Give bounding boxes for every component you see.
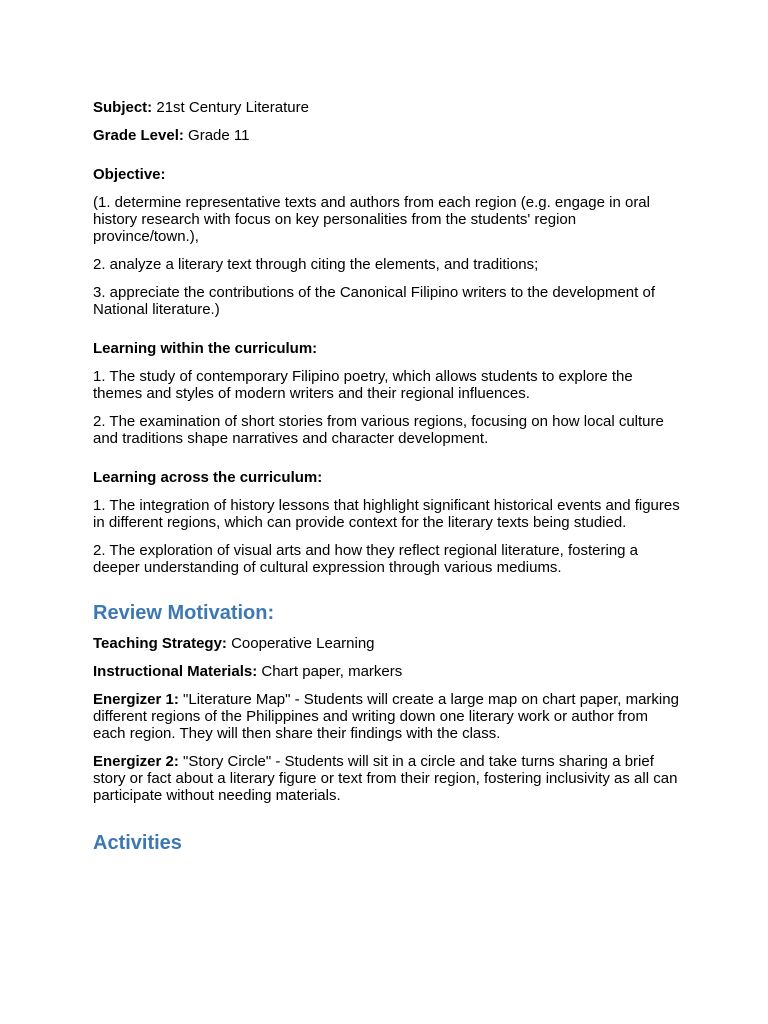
- energizer-2-text: "Story Circle" - Students will sit in a circle and take turns sharing a brief story or fact about a literary figure or text from their region, fostering inclusivity as all can participate without needing materials.: [93, 753, 678, 804]
- energizer-2: [93, 753, 683, 804]
- teaching-strategy-line: [93, 635, 683, 652]
- grade-level-label: Grade Level:: [93, 127, 184, 144]
- instructional-materials-label: Instructional Materials:: [93, 663, 258, 680]
- objective-item: 2. analyze a literary text through citing the elements, and traditions;: [93, 256, 539, 273]
- energizer-1: [93, 691, 683, 742]
- activities-heading: Activities: [93, 832, 182, 854]
- objective-heading-text: Objective:: [93, 166, 166, 183]
- instructional-materials-value: Chart paper, markers: [261, 663, 403, 680]
- across-curriculum-heading: [93, 469, 683, 486]
- within-curriculum-heading-text: Learning within the curriculum:: [93, 340, 318, 357]
- energizer-1-text: "Literature Map" - Students will create a large map on chart paper, marking different regions of the Philippines and writing down one literary work or author from each region. They will then share their findings with the class.: [93, 691, 679, 742]
- grade-level-line: [93, 127, 683, 144]
- teaching-strategy-value: Cooperative Learning: [231, 635, 375, 652]
- within-curriculum-item: 1. The study of contemporary Filipino poetry, which allows students to explore the themes and styles of modern writers and their regional influences.: [93, 368, 633, 402]
- across-curriculum-item: 1. The integration of history lessons that highlight significant historical events and figures in different regions, which can provide context for the literary texts being studied.: [93, 497, 680, 531]
- instructional-materials-line: [93, 663, 683, 680]
- objective-item: (1. determine representative texts and authors from each region (e.g. engage in oral history research with focus on key personalities from the students' region province/town.),: [93, 194, 650, 245]
- subject-label: Subject:: [93, 99, 153, 116]
- energizer-1-label: Energizer 1:: [93, 691, 179, 708]
- objective-heading: [93, 166, 683, 183]
- grade-level-value: Grade 11: [188, 127, 250, 144]
- subject-line: [93, 99, 683, 116]
- lesson-plan-document: [93, 99, 683, 865]
- subject-value: 21st Century Literature: [156, 99, 309, 116]
- objective-item: 3. appreciate the contributions of the Canonical Filipino writers to the development of National literature.): [93, 284, 655, 318]
- across-curriculum-item: 2. The exploration of visual arts and how they reflect regional literature, fostering a deeper understanding of cultural expression through various mediums.: [93, 542, 639, 576]
- review-motivation-heading: Review Motivation:: [93, 602, 275, 624]
- within-curriculum-item: 2. The examination of short stories from various regions, focusing on how local culture and traditions shape narratives and character development.: [93, 413, 664, 447]
- across-curriculum-heading-text: Learning across the curriculum:: [93, 469, 323, 486]
- within-curriculum-heading: [93, 340, 683, 357]
- energizer-2-label: Energizer 2:: [93, 753, 179, 770]
- teaching-strategy-label: Teaching Strategy:: [93, 635, 227, 652]
